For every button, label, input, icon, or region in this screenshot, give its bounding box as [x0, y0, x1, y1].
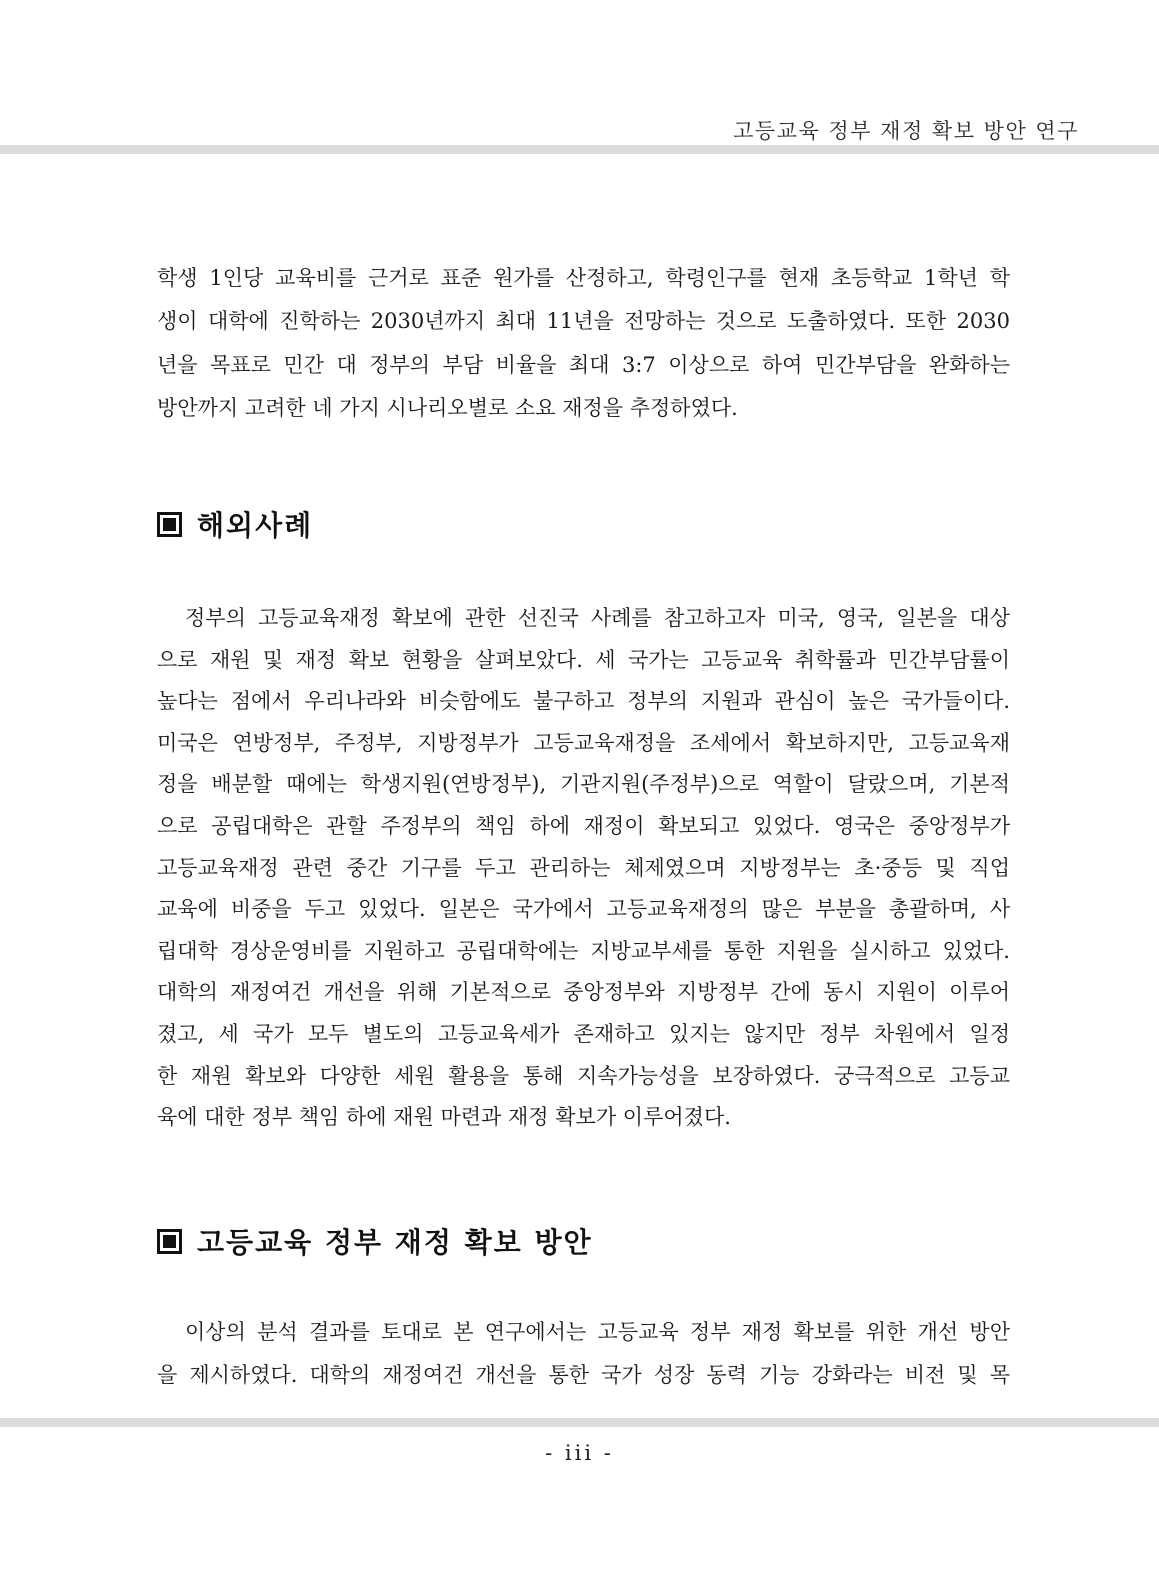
- text-line: 한 재원 확보와 다양한 세원 활용을 통해 지속가능성을 보장하였다. 궁극적으로 고등교: [157, 1063, 1010, 1088]
- text-line: 학생 1인당 교육비를 근거로 표준 원가를 산정하고, 학령인구를 현재 초등학교 1학년 학: [157, 266, 1010, 290]
- text-line: 생이 대학에 진학하는 2030년까지 최대 11년을 전망하는 것으로 도출하였다. 또한 2030: [157, 309, 1010, 334]
- section-title-overseas: 해외사례: [197, 509, 314, 542]
- text-line: 으로 공립대학은 관할 주정부의 책임 하에 재정이 확보되고 있었다. 영국은 중앙정부가: [157, 813, 1010, 838]
- plan-paragraph: [157, 1311, 1010, 1398]
- text-line: 년을 목표로 민간 대 정부의 부담 비율을 최대 3:7 이상으로 하여 민간부담을 완화하는: [157, 352, 1010, 377]
- boxed-square-icon: [157, 512, 182, 537]
- text-line: 립대학 경상운영비를 지원하고 공립대학에는 지방교부세를 통한 지원을 실시하고 있었다.: [157, 938, 1010, 963]
- intro-paragraph: [157, 257, 1010, 430]
- text-line: 고등교육재정 관련 중간 기구를 두고 관리하는 체제였으며 지방정부는 초·중등 및 직업: [157, 855, 1010, 880]
- text-line: 으로 재원 및 재정 확보 현황을 살펴보았다. 세 국가는 고등교육 취학률과 민간부담률이: [157, 647, 1010, 672]
- text-line: 졌고, 세 국가 모두 별도의 고등교육세가 존재하고 있지는 않지만 정부 차원에서 일정: [157, 1021, 1010, 1046]
- text-line: 정부의 고등교육재정 확보에 관한 선진국 사례를 참고하고자 미국, 영국, 일본을 대상: [185, 606, 1010, 630]
- overseas-paragraph: [157, 598, 1010, 1139]
- boxed-square-icon-fill: [163, 1235, 176, 1248]
- text-line: 이상의 분석 결과를 토대로 본 연구에서는 고등교육 정부 재정 확보를 위한 개선 방안: [185, 1320, 1010, 1344]
- page-number: - iii -: [545, 1441, 614, 1465]
- text-line: 을 제시하였다. 대학의 재정여건 개선을 통한 국가 성장 동력 기능 강화라는 비전 및 목: [157, 1363, 1010, 1388]
- running-head-title: 고등교육 정부 재정 확보 방안 연구: [733, 119, 1079, 143]
- section-heading-plan: [157, 1221, 593, 1261]
- footer-divider-bar: [0, 1418, 1159, 1427]
- text-line: 미국은 연방정부, 주정부, 지방정부가 고등교육재정을 조세에서 확보하지만, 고등교육재: [157, 730, 1010, 755]
- text-line: 정을 배분할 때에는 학생지원(연방정부), 기관지원(주정부)으로 역할이 달랐으며, 기본적: [157, 772, 1010, 797]
- boxed-square-icon-fill: [163, 518, 176, 531]
- text-line: 방안까지 고려한 네 가지 시나리오별로 소요 재정을 추정하였다.: [157, 395, 738, 420]
- header-divider-bar: [0, 145, 1159, 154]
- text-line: 대학의 재정여건 개선을 위해 기본적으로 중앙정부와 지방정부 간에 동시 지원이 이루어: [157, 980, 1010, 1005]
- text-line: 교육에 비중을 두고 있었다. 일본은 국가에서 고등교육재정의 많은 부분을 총괄하며, 사: [157, 897, 1010, 922]
- text-line: 육에 대한 정부 책임 하에 재원 마련과 재정 확보가 이루어졌다.: [157, 1105, 731, 1130]
- section-heading-overseas: [157, 504, 313, 544]
- text-line: 높다는 점에서 우리나라와 비슷함에도 불구하고 정부의 지원과 관심이 높은 국가들이다.: [157, 689, 1010, 714]
- boxed-square-icon: [157, 1229, 182, 1254]
- section-title-plan: 고등교육 정부 재정 확보 방안: [197, 1226, 593, 1259]
